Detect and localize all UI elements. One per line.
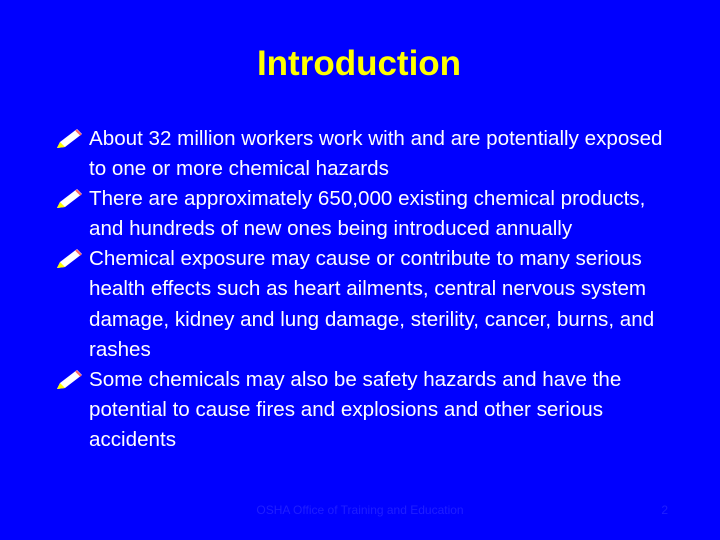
bullet-text: Chemical exposure may cause or contribute to many serious health effects such as heart ailments, central nervous system damage, kidney and lung damage, sterility, cancer, burns, and rashes (89, 247, 655, 361)
bullet-text: Some chemicals may also be safety hazards and have the potential to cause fires and explosions and other serious accidents (89, 367, 622, 451)
page-number: 2 (661, 503, 668, 517)
bullet-item (52, 244, 672, 364)
bullet-item (52, 365, 672, 455)
pencil-bullet-icon (52, 187, 86, 211)
pencil-bullet-icon (52, 368, 86, 392)
slide-title: Introduction (256, 44, 462, 83)
bullet-text: There are approximately 650,000 existing chemical products, and hundreds of new ones being introduced annually (89, 187, 646, 241)
bullet-list (52, 124, 672, 455)
pencil-bullet-icon (52, 127, 86, 151)
bullet-item (52, 184, 672, 244)
slide-footer: OSHA Office of Training and Education (256, 503, 464, 517)
bullet-text: About 32 million workers work with and are potentially exposed to one or more chemical hazards (89, 127, 663, 181)
bullet-item (52, 124, 672, 184)
pencil-bullet-icon (52, 247, 86, 271)
